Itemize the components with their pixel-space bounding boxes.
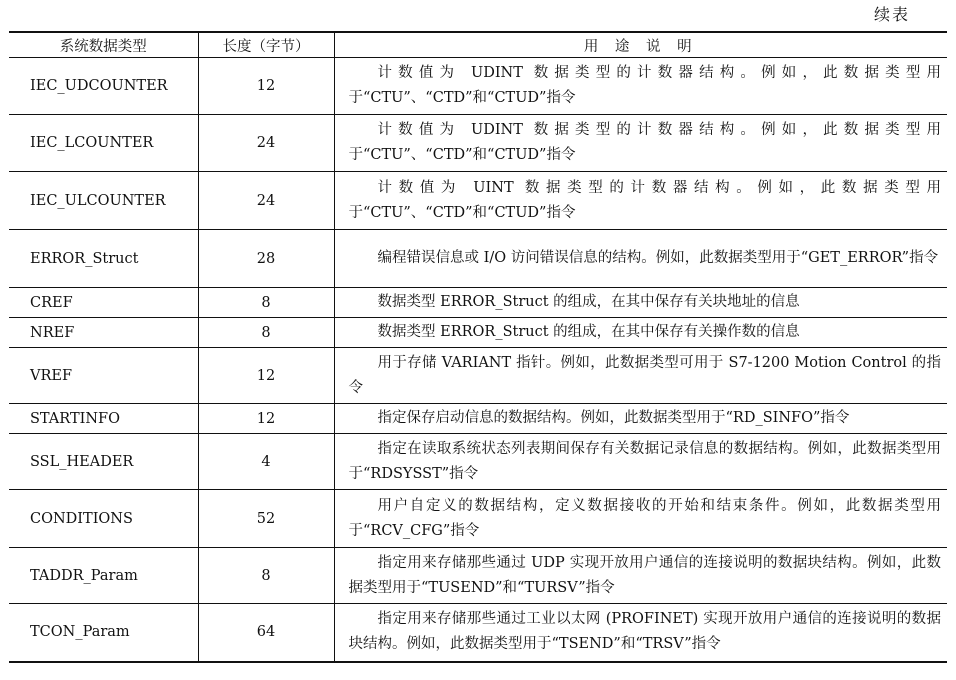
header-usage: 用 途 说 明 <box>334 32 947 58</box>
header-type: 系统数据类型 <box>9 32 198 58</box>
cell-description: 指定用来存储那些通过工业以太网 (PROFINET) 实现开放用户通信的连接说明的数据块结构。例如，此数据类型用于“TSEND”和“TRSV”指令 <box>334 604 947 662</box>
cell-type: IEC_LCOUNTER <box>9 115 198 172</box>
cell-description: 指定保存启动信息的数据结构。例如，此数据类型用于“RD_SINFO”指令 <box>334 404 947 434</box>
cell-length: 8 <box>198 548 334 604</box>
cell-description: 计数值为 UDINT 数据类型的计数器结构。例如，此数据类型用于“CTU”、“CTD”和“CTUD”指令 <box>334 115 947 172</box>
cell-type: NREF <box>9 318 198 348</box>
cell-type: SSL_HEADER <box>9 434 198 490</box>
table-row <box>9 172 947 230</box>
cell-description: 数据类型 ERROR_Struct 的组成，在其中保存有关操作数的信息 <box>334 318 947 348</box>
cell-description: 用户自定义的数据结构，定义数据接收的开始和结束条件。例如，此数据类型用于“RCV_CFG”指令 <box>334 490 947 548</box>
cell-length: 52 <box>198 490 334 548</box>
cell-type: TCON_Param <box>9 604 198 662</box>
cell-description: 数据类型 ERROR_Struct 的组成，在其中保存有关块地址的信息 <box>334 288 947 318</box>
cell-length: 24 <box>198 115 334 172</box>
cell-length: 4 <box>198 434 334 490</box>
cell-description: 指定在读取系统状态列表期间保存有关数据记录信息的数据结构。例如，此数据类型用于“RDSYSST”指令 <box>334 434 947 490</box>
cell-length: 64 <box>198 604 334 662</box>
cell-type: STARTINFO <box>9 404 198 434</box>
table-row <box>9 288 947 318</box>
table-row <box>9 58 947 115</box>
cell-description: 用于存储 VARIANT 指针。例如，此数据类型可用于 S7-1200 Motion Control 的指令 <box>334 348 947 404</box>
cell-description: 计数值为 UINT 数据类型的计数器结构。例如，此数据类型用于“CTU”、“CTD”和“CTUD”指令 <box>334 172 947 230</box>
table-row <box>9 548 947 604</box>
cell-type: IEC_UDCOUNTER <box>9 58 198 115</box>
cell-description: 编程错误信息或 I/O 访问错误信息的结构。例如，此数据类型用于“GET_ERROR”指令 <box>334 230 947 288</box>
cell-type: TADDR_Param <box>9 548 198 604</box>
table-row <box>9 348 947 404</box>
cell-length: 8 <box>198 318 334 348</box>
cell-length: 12 <box>198 404 334 434</box>
table-header-row <box>9 32 947 58</box>
cell-type: ERROR_Struct <box>9 230 198 288</box>
cell-type: CONDITIONS <box>9 490 198 548</box>
table-row <box>9 604 947 662</box>
cell-length: 28 <box>198 230 334 288</box>
cell-length: 12 <box>198 58 334 115</box>
table-row <box>9 230 947 288</box>
cell-length: 24 <box>198 172 334 230</box>
table-row <box>9 404 947 434</box>
table-row <box>9 318 947 348</box>
table-row <box>9 434 947 490</box>
cell-type: CREF <box>9 288 198 318</box>
cell-type: IEC_ULCOUNTER <box>9 172 198 230</box>
cell-description: 计数值为 UDINT 数据类型的计数器结构。例如，此数据类型用于“CTU”、“CTD”和“CTUD”指令 <box>334 58 947 115</box>
cell-type: VREF <box>9 348 198 404</box>
data-type-table <box>9 31 947 663</box>
cell-length: 12 <box>198 348 334 404</box>
table-row <box>9 490 947 548</box>
continued-label: 续表 <box>873 5 910 24</box>
cell-description: 指定用来存储那些通过 UDP 实现开放用户通信的连接说明的数据块结构。例如，此数据类型用于“TUSEND”和“TURSV”指令 <box>334 548 947 604</box>
table-row <box>9 115 947 172</box>
header-length: 长度（字节） <box>198 32 334 58</box>
cell-length: 8 <box>198 288 334 318</box>
